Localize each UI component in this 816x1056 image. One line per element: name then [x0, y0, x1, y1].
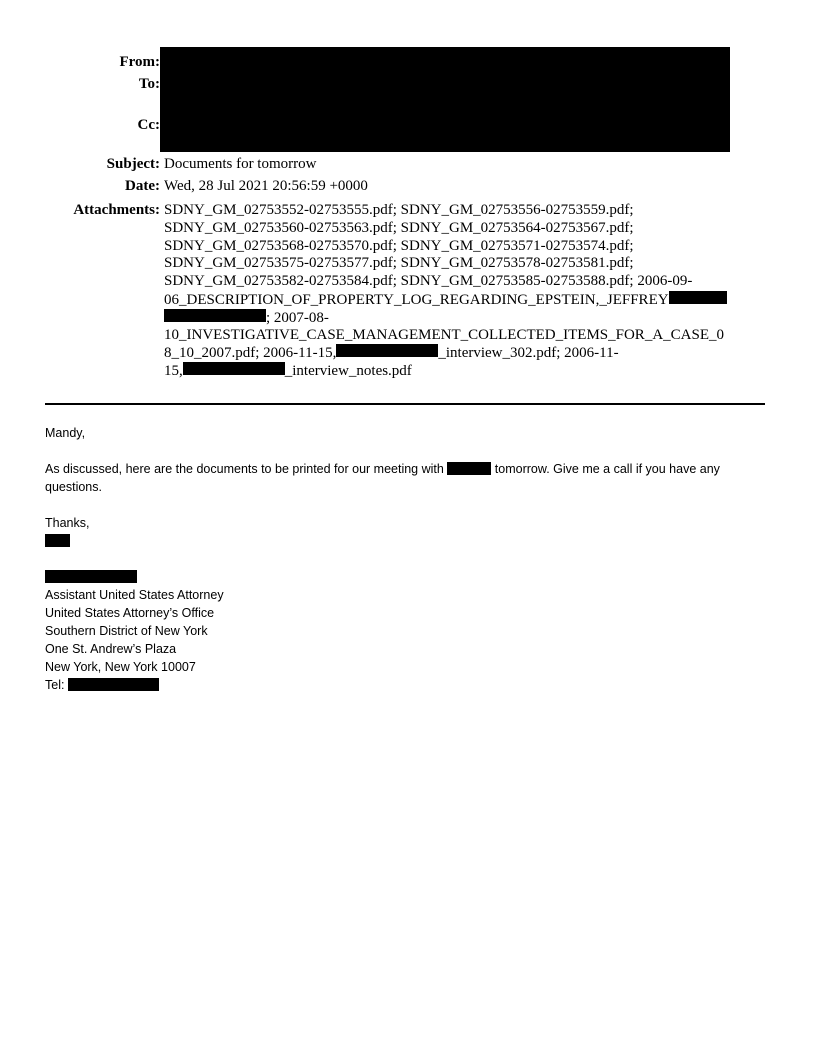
redaction-block [68, 678, 159, 691]
attachment-line [164, 291, 766, 309]
redaction-block [336, 344, 438, 357]
header-recipients-redaction [160, 47, 730, 152]
signature-title: Assistant United States Attorney [45, 588, 224, 602]
attachment-line: 10_INVESTIGATIVE_CASE_MANAGEMENT_COLLECTED_ITEMS_FOR_A_CASE_0 [164, 326, 724, 343]
body-paragraph [45, 460, 775, 496]
body-text: As discussed, here are the documents to be printed for our meeting with [45, 462, 444, 476]
subject-value: Documents for tomorrow [164, 156, 317, 172]
from-label: From: [119, 54, 160, 70]
redaction-block [45, 570, 137, 583]
attachment-text: 06_DESCRIPTION_OF_PROPERTY_LOG_REGARDING_EPSTEIN,_JEFFREY [164, 291, 669, 308]
sender-initials [45, 532, 775, 550]
signature-tel [45, 676, 775, 694]
sender-name [45, 568, 775, 586]
signature-district: Southern District of New York [45, 624, 208, 638]
signature-address-2: New York, New York 10007 [45, 660, 196, 674]
redaction-block [669, 291, 727, 304]
to-label: To: [138, 76, 160, 92]
attachment-text: 15, [164, 363, 183, 380]
attachment-text: ; 2007-08- [266, 309, 329, 326]
tel-label: Tel: [45, 678, 65, 692]
body-text: tomorrow. Give me a call if you have any questions. [45, 462, 720, 494]
date-label: Date: [125, 178, 160, 194]
greeting: Mandy, [45, 426, 86, 440]
attachment-line: SDNY_GM_02753568-02753570.pdf; SDNY_GM_02753571-02753574.pdf; [164, 237, 634, 254]
attachment-text: 8_10_2007.pdf; 2006-11-15, [164, 345, 337, 362]
attachment-text: _interview_notes.pdf [284, 363, 412, 380]
attachment-line: SDNY_GM_02753560-02753563.pdf; SDNY_GM_02753564-02753567.pdf; [164, 219, 634, 236]
attachment-line [164, 309, 766, 327]
attachment-line [164, 344, 766, 362]
attachments-list [164, 202, 766, 380]
attachment-text: _interview_302.pdf; 2006-11- [438, 345, 619, 362]
attachment-line: SDNY_GM_02753582-02753584.pdf; SDNY_GM_02753585-02753588.pdf; 2006-09- [164, 273, 693, 290]
signature-office: United States Attorney’s Office [45, 606, 215, 620]
closing: Thanks, [45, 516, 90, 530]
attachment-line: SDNY_GM_02753552-02753555.pdf; SDNY_GM_02753556-02753559.pdf; [164, 202, 634, 218]
subject-label: Subject: [106, 156, 160, 172]
header-divider [45, 403, 765, 405]
redaction-block [183, 362, 285, 375]
signature-address-1: One St. Andrew’s Plaza [45, 642, 177, 656]
redaction-block [447, 462, 491, 475]
attachment-line [164, 362, 766, 380]
date-value: Wed, 28 Jul 2021 20:56:59 +0000 [164, 178, 368, 194]
redaction-block [164, 309, 266, 322]
redaction-block [45, 534, 70, 547]
cc-label: Cc: [137, 117, 160, 133]
message-body [45, 424, 775, 694]
attachments-label: Attachments: [73, 202, 160, 218]
attachment-line: SDNY_GM_02753575-02753577.pdf; SDNY_GM_02753578-02753581.pdf; [164, 255, 634, 272]
